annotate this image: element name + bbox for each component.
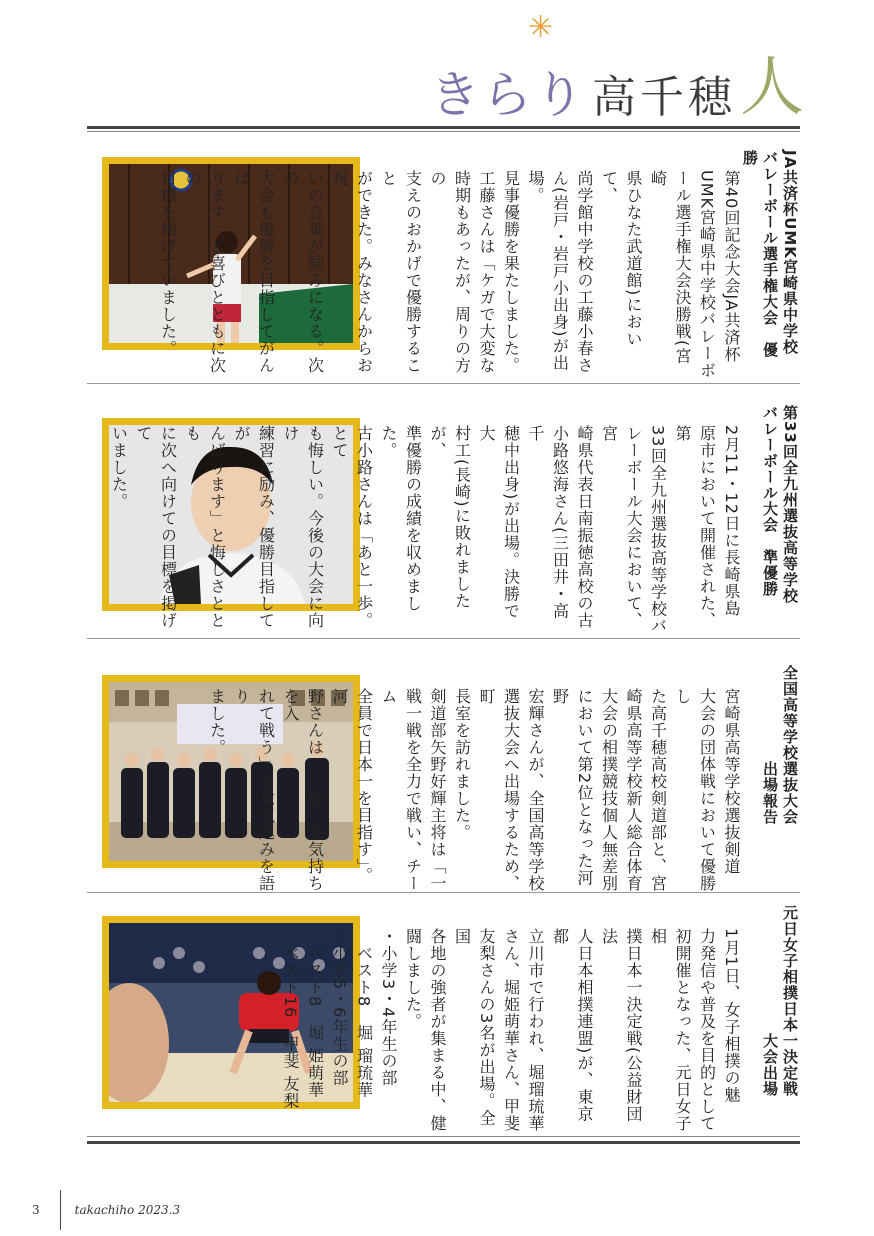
header-rule-thin xyxy=(87,131,800,132)
footer-divider xyxy=(60,1190,61,1230)
header-takachiho: 高千穂 xyxy=(592,72,736,123)
publication-label: takachiho 2023.3 xyxy=(74,1203,181,1217)
section-divider xyxy=(87,383,800,384)
footer-rule-thin xyxy=(87,1136,800,1137)
article-3-title: 全国高等学校選抜大会 出場報告 xyxy=(761,665,799,825)
sparkle-icon: ✳ xyxy=(528,10,554,45)
article-4-body: 1月1日、女子相撲の魅 力発信や普及を目的として 初開催となった、元日女子相 撲日本一決定戦(公益財団法 人日本相撲連盟)が、東京都 立川市で行われ、堀瑠琉華 さん、堀姫萌華さん、甲斐 友梨さんの3名が出場。全国 各地の強者が集まる中、健 闘しました。 ・小学3・4年生の部 ベスト8 堀 瑠琉華 ・小学5・6年生の部 ベスト8 堀 姫萌華 ベスト16 甲斐 友梨 xyxy=(281,928,741,1132)
page-number: 3 xyxy=(32,1203,40,1217)
section-divider xyxy=(87,892,800,893)
footer-rule xyxy=(87,1141,800,1144)
section-divider xyxy=(87,638,800,639)
header-kirari: きらり xyxy=(430,66,586,124)
article-1-body: 第40回記念大会JA共済杯 UMK宮崎県中学校バレーボ ール選手権大会決勝戦(宮崎 県ひなた武道館)において、 尚学館中学校の工藤小春さ ん(岩戸・岩戸小出身)が出場。 見事優勝を果たしました。 工藤さんは「ケガで大変な 時期もあったが、周りの方の 支えのおかげで優勝すること ができた。みなさんからお祝 いの言葉が励みになる。次の 大会も優勝を目指してがんば ります」と喜びとともに次の 目標を掲げていました。 xyxy=(158,170,741,380)
article-3-body: 宮崎県高等学校選抜剣道 大会の団体戦において優勝し た高千穂高校剣道部と、宮 崎県高等学校新人総合体育 大会の相撲競技個人無差別 において第2位となった河野 宏輝さんが、全国高等学校 選抜大会へ出場するため、町 長室を訪れました。 剣道部矢野好輝主将は「一 戦一戦を全力で戦い、チーム 全員で日本一を目指す」。河 野さんは「一戦一戦気持ちを入 れて戦う」と意気込みを語り ました。 xyxy=(207,688,741,892)
article-2-title: 第33回全九州選抜高等学校 バレーボール大会 準優勝 xyxy=(761,405,799,604)
article-4-title: 元日女子相撲日本一決定戦 大会出場 xyxy=(761,905,799,1097)
page-footer xyxy=(32,1190,180,1230)
article-2-body: 2月11・12日に長崎県島 原市において開催された、第 33回全九州選抜高等学校バ レーボール大会において、宮 崎県代表日南振徳高校の古 小路悠海さん(三田井・高千 穂中出身)が出場。決勝で大 村工(長崎)に敗れましたが、 準優勝の成績を収めました。 古小路さんは「あと一歩。とて も悔しい。今後の大会に向け 練習に励み、優勝目指してが んばります」と悔しさととも に次へ向けての目標を掲げて いました。 xyxy=(109,425,741,635)
header-jin: 人 xyxy=(740,51,804,125)
header-rule xyxy=(87,126,800,129)
article-1-title: JA共済杯UMK宮崎県中学校 バレーボール選手権大会 優勝 xyxy=(741,150,799,358)
page-header xyxy=(430,10,804,125)
